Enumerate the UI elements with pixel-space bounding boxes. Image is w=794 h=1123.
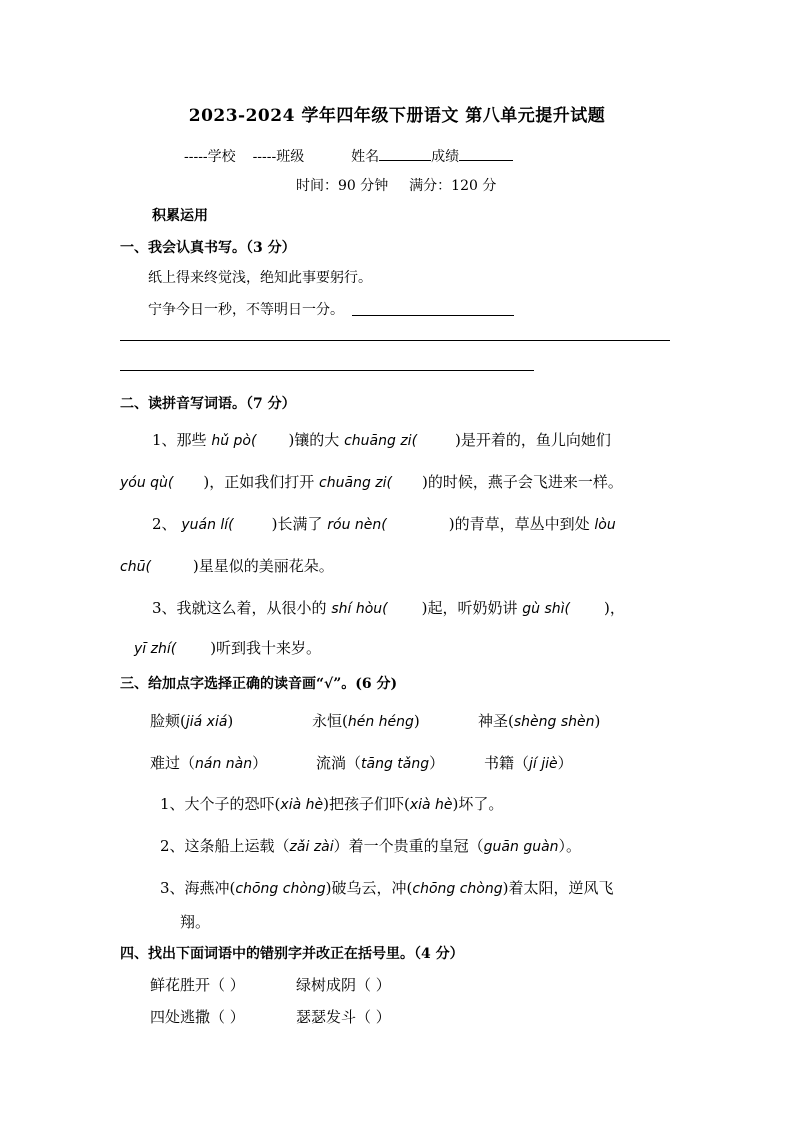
pinyin-option[interactable]: jiá xiá <box>185 714 228 730</box>
pinyin-chuangzi: chuāng zi( <box>344 433 418 449</box>
page-title: 2023-2024 学年四年级下册语文 第八单元提升试题 <box>188 106 606 126</box>
score-blank[interactable] <box>459 146 513 161</box>
q3-paren: ） <box>252 754 268 772</box>
q3-text: 3、海燕冲( <box>160 879 236 897</box>
q2-sentence-1b <box>120 472 623 493</box>
q4-heading: 四、找出下面词语中的错别字并改正在括号里。（4 分） <box>120 946 464 962</box>
q3-word-sheng <box>478 711 600 732</box>
pinyin-option[interactable]: hén héng <box>347 714 414 730</box>
time-text: 时间：90 分钟 <box>296 178 389 194</box>
q3-text: ）着一个贵重的皇冠（ <box>333 837 484 855</box>
q3-text: )把孩子们吓( <box>323 795 410 813</box>
q3-text: 2、这条船上运载（ <box>160 837 290 855</box>
q2-text: )的时候，燕子会飞进来一样。 <box>421 473 623 491</box>
q2-sentence-2b <box>120 556 334 577</box>
q4-item[interactable]: 绿树成阴（ ） <box>296 976 391 994</box>
q2-text: )星星似的美丽花朵。 <box>192 557 334 575</box>
q1-sentence-2: 宁争今日一秒，不等明日一分。 <box>148 302 344 318</box>
q1-writing-line-1[interactable] <box>352 315 514 316</box>
pinyin-option[interactable]: xià hè <box>409 797 453 813</box>
q2-sentence-3b <box>134 638 321 659</box>
q2-heading: 二、读拼音写词语。（7 分） <box>120 396 296 412</box>
q2-text: )，正如我们打开 <box>203 473 315 491</box>
q3-word: 书籍（ <box>484 754 530 772</box>
q3-text: 1、大个子的恐吓( <box>160 795 281 813</box>
q3-word: 难过（ <box>150 754 196 772</box>
q2-text: )长满了 <box>271 515 323 533</box>
q4-item[interactable]: 瑟瑟发斗（ ） <box>296 1008 391 1026</box>
pinyin-lou: lòu <box>594 517 616 533</box>
pinyin-option[interactable]: tāng tǎng <box>361 756 430 772</box>
q3-word-tang <box>316 753 444 774</box>
q3-text: )着太阳，逆风飞 <box>502 879 614 897</box>
q3-word: 神圣( <box>478 712 514 730</box>
exam-time-line <box>296 176 496 196</box>
q3-word-jia <box>150 711 233 732</box>
pinyin-rounen: róu nèn( <box>327 517 387 533</box>
q3-heading: 三、给加点字选择正确的读音画“√”。(6 分) <box>120 676 398 692</box>
class-field: -----班级 <box>252 149 305 165</box>
q3-sentence-2 <box>160 836 581 857</box>
score-label: 成绩 <box>431 149 460 165</box>
q3-paren: ) <box>594 712 601 730</box>
pinyin-yuanli: yuán lí( <box>181 517 234 533</box>
q2-text: )的青草，草丛中到处 <box>448 515 590 533</box>
q3-paren: ） <box>429 754 445 772</box>
q3-text: ）。 <box>558 837 582 855</box>
pinyin-shihou: shí hòu( <box>331 601 388 617</box>
q3-word-heng <box>312 711 420 732</box>
q2-text: )镶的大 <box>288 431 340 449</box>
q3-text: )破乌云，冲( <box>325 879 413 897</box>
q3-word: 永恒( <box>312 712 348 730</box>
full-score-text: 满分：120 分 <box>409 178 497 194</box>
student-info-line <box>184 146 513 167</box>
q2-sentence-2a <box>152 514 616 535</box>
q1-writing-line-3[interactable] <box>120 370 534 371</box>
pinyin-hupo: hǔ pò( <box>211 433 257 449</box>
q2-text: )听到我十来岁。 <box>210 639 322 657</box>
pinyin-option[interactable]: jí jiè <box>529 756 558 772</box>
q3-text: )坏了。 <box>452 795 504 813</box>
q3-word: 流淌（ <box>316 754 362 772</box>
q2-text: )起，听奶奶讲 <box>421 599 518 617</box>
q2-text: 1、那些 <box>152 431 207 449</box>
q1-heading: 一、我会认真书写。（3 分） <box>120 240 296 256</box>
q3-sentence-1 <box>160 794 503 815</box>
q1-sentence-1: 纸上得来终觉浅，绝知此事要躬行。 <box>148 270 372 286</box>
q3-paren: ) <box>413 712 420 730</box>
pinyin-chu: chū( <box>120 559 151 575</box>
q4-item[interactable]: 四处逃撒（ ） <box>150 1008 245 1026</box>
q2-sentence-1a <box>152 430 611 451</box>
q3-paren: ） <box>557 754 573 772</box>
pinyin-youqu: yóu qù( <box>120 475 174 491</box>
q3-sentence-3-cont: 翔。 <box>180 913 211 931</box>
pinyin-option[interactable]: shèng shèn <box>513 714 595 730</box>
pinyin-option[interactable]: xià hè <box>280 797 324 813</box>
pinyin-option[interactable]: zǎi zài <box>289 839 334 855</box>
q2-text: 2、 <box>152 515 177 533</box>
pinyin-chuangzi: chuāng zi( <box>319 475 392 491</box>
name-label: 姓名 <box>351 149 380 165</box>
q4-item[interactable]: 鲜花胜开（ ） <box>150 976 245 994</box>
pinyin-option[interactable]: nán nàn <box>195 756 253 772</box>
pinyin-yizhi: yī zhí( <box>134 641 177 657</box>
school-field: -----学校 <box>184 149 236 165</box>
pinyin-option[interactable]: chōng chòng <box>412 881 503 897</box>
name-blank[interactable] <box>379 146 431 161</box>
q2-text: )是开着的，鱼儿向她们 <box>455 431 611 449</box>
q2-text: 3、我就这么着，从很小的 <box>152 599 327 617</box>
section-label: 积累运用 <box>152 208 208 224</box>
q2-sentence-3a <box>152 598 625 619</box>
q1-writing-line-2[interactable] <box>120 340 670 341</box>
pinyin-option[interactable]: guān guàn <box>483 839 559 855</box>
q2-text: )， <box>603 599 625 617</box>
q3-word: 脸颊( <box>150 712 186 730</box>
q3-word-ji <box>484 753 573 774</box>
pinyin-gushi: gù shì( <box>522 601 570 617</box>
q3-word-nan <box>150 753 267 774</box>
pinyin-option[interactable]: chōng chòng <box>235 881 326 897</box>
q3-sentence-3 <box>160 878 613 899</box>
q3-paren: ) <box>227 712 234 730</box>
